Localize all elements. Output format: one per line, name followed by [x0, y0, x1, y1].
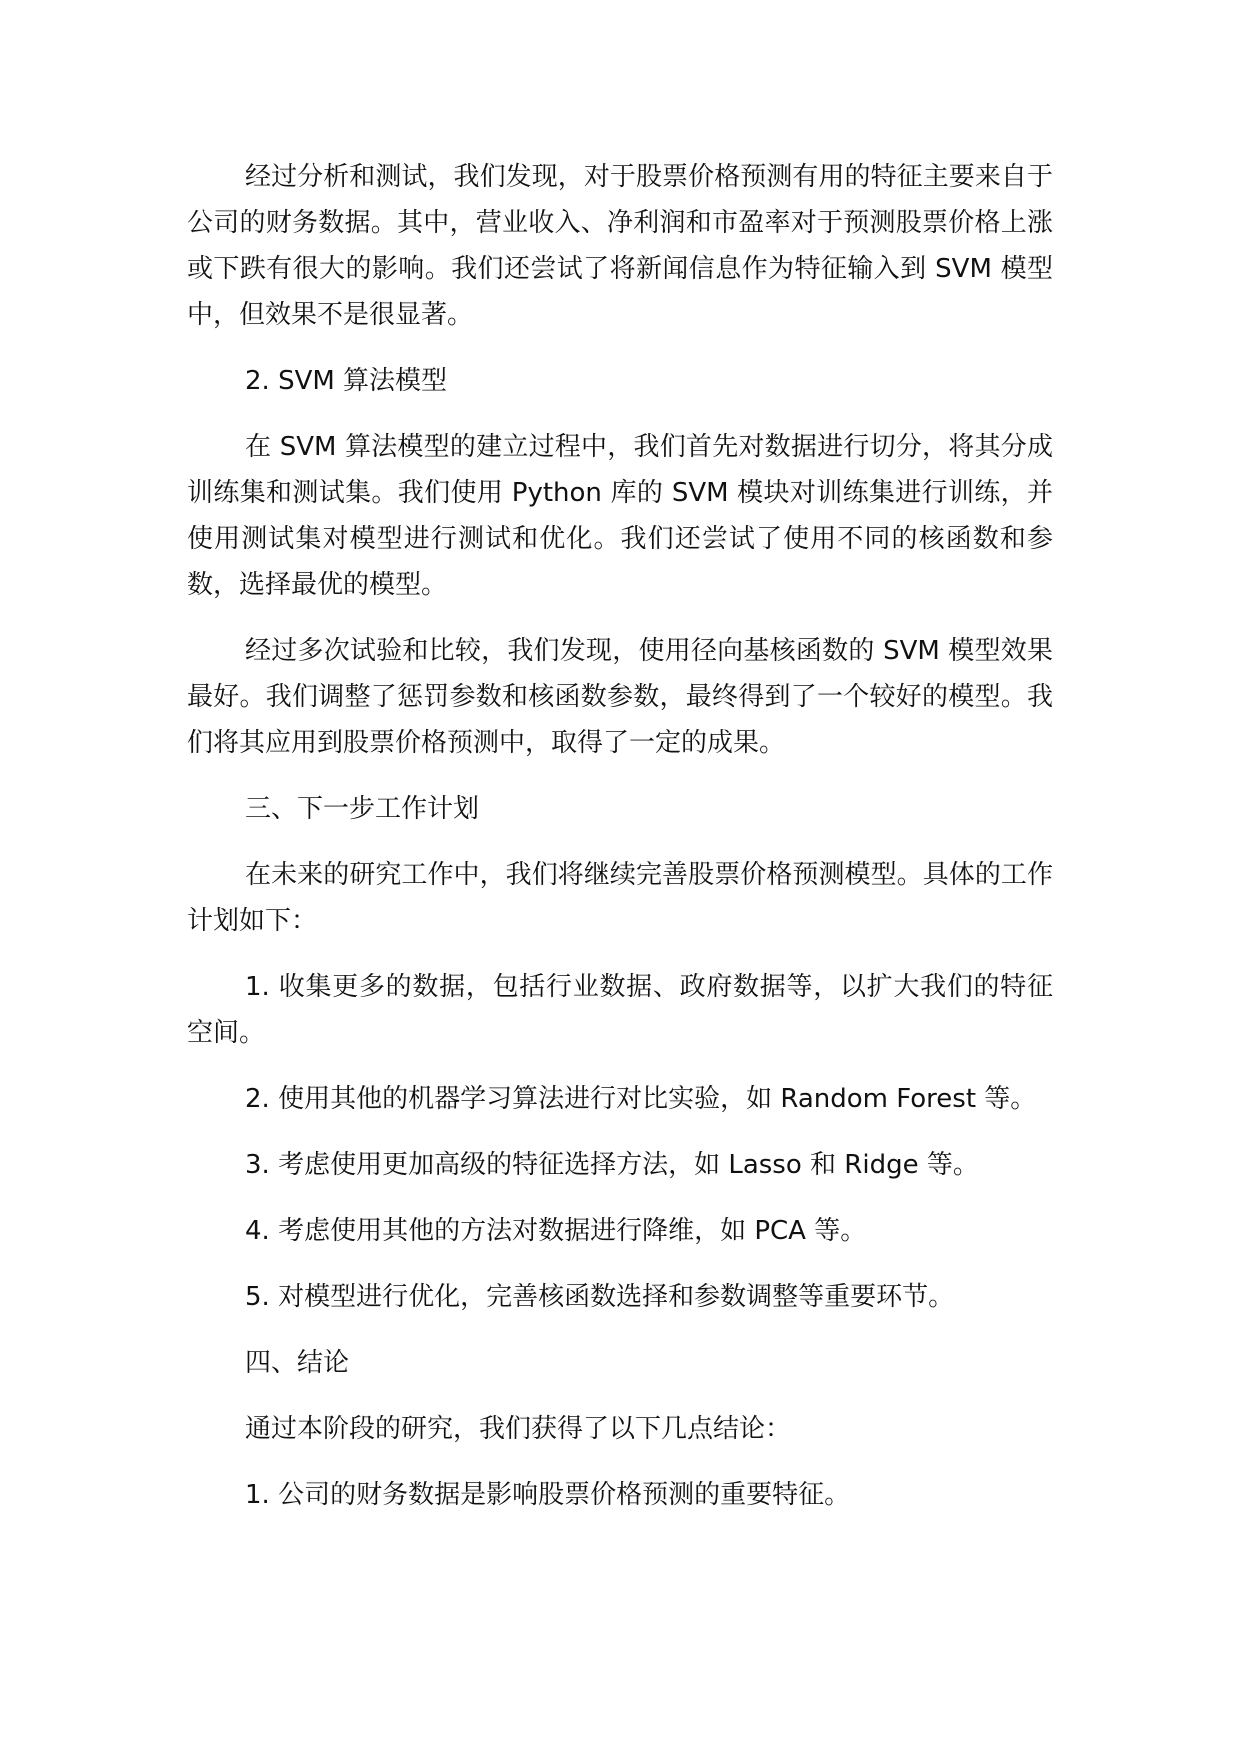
paragraph-svm-result: 经过多次试验和比较，我们发现，使用径向基核函数的 SVM 模型效果最好。我们调整了惩罚参数和核函数参数，最终得到了一个较好的模型。我们将其应用到股票价格预测中，取得了一定的成果。 [187, 636, 1053, 758]
paragraph-conclusion-intro: 通过本阶段的研究，我们获得了以下几点结论： [245, 1414, 792, 1444]
plan-item-3: 3. 考虑使用更加高级的特征选择方法，如 Lasso 和 Ridge 等。 [245, 1150, 979, 1180]
paragraph-feature-findings: 经过分析和测试，我们发现，对于股票价格预测有用的特征主要来自于公司的财务数据。其中，营业收入、净利润和市盈率对于预测股票价格上涨或下跌有很大的影响。我们还尝试了将新闻信息作为特征输入到 SVM 模型中，但效果不是很显著。 [187, 162, 1053, 330]
heading-conclusion: 四、结论 [245, 1348, 350, 1378]
plan-item-4: 4. 考虑使用其他的方法对数据进行降维，如 PCA 等。 [245, 1216, 867, 1246]
document-body [187, 154, 1053, 1538]
plan-item-1: 1. 收集更多的数据，包括行业数据、政府数据等，以扩大我们的特征空间。 [187, 972, 1053, 1048]
paragraph-svm-build: 在 SVM 算法模型的建立过程中，我们首先对数据进行切分，将其分成训练集和测试集。我们使用 Python 库的 SVM 模块对训练集进行训练，并使用测试集对模型进行测试和优化。我们还尝试了使用不同的核函数和参数，选择最优的模型。 [187, 432, 1053, 600]
conclusion-item-1: 1. 公司的财务数据是影响股票价格预测的重要特征。 [245, 1480, 851, 1510]
plan-item-2: 2. 使用其他的机器学习算法进行对比实验，如 Random Forest 等。 [245, 1084, 1037, 1114]
paragraph-plan-intro: 在未来的研究工作中，我们将继续完善股票价格预测模型。具体的工作计划如下： [187, 860, 1053, 936]
heading-svm-model: 2. SVM 算法模型 [245, 366, 448, 396]
heading-next-plan: 三、下一步工作计划 [245, 794, 480, 824]
plan-item-5: 5. 对模型进行优化，完善核函数选择和参数调整等重要环节。 [245, 1282, 955, 1312]
